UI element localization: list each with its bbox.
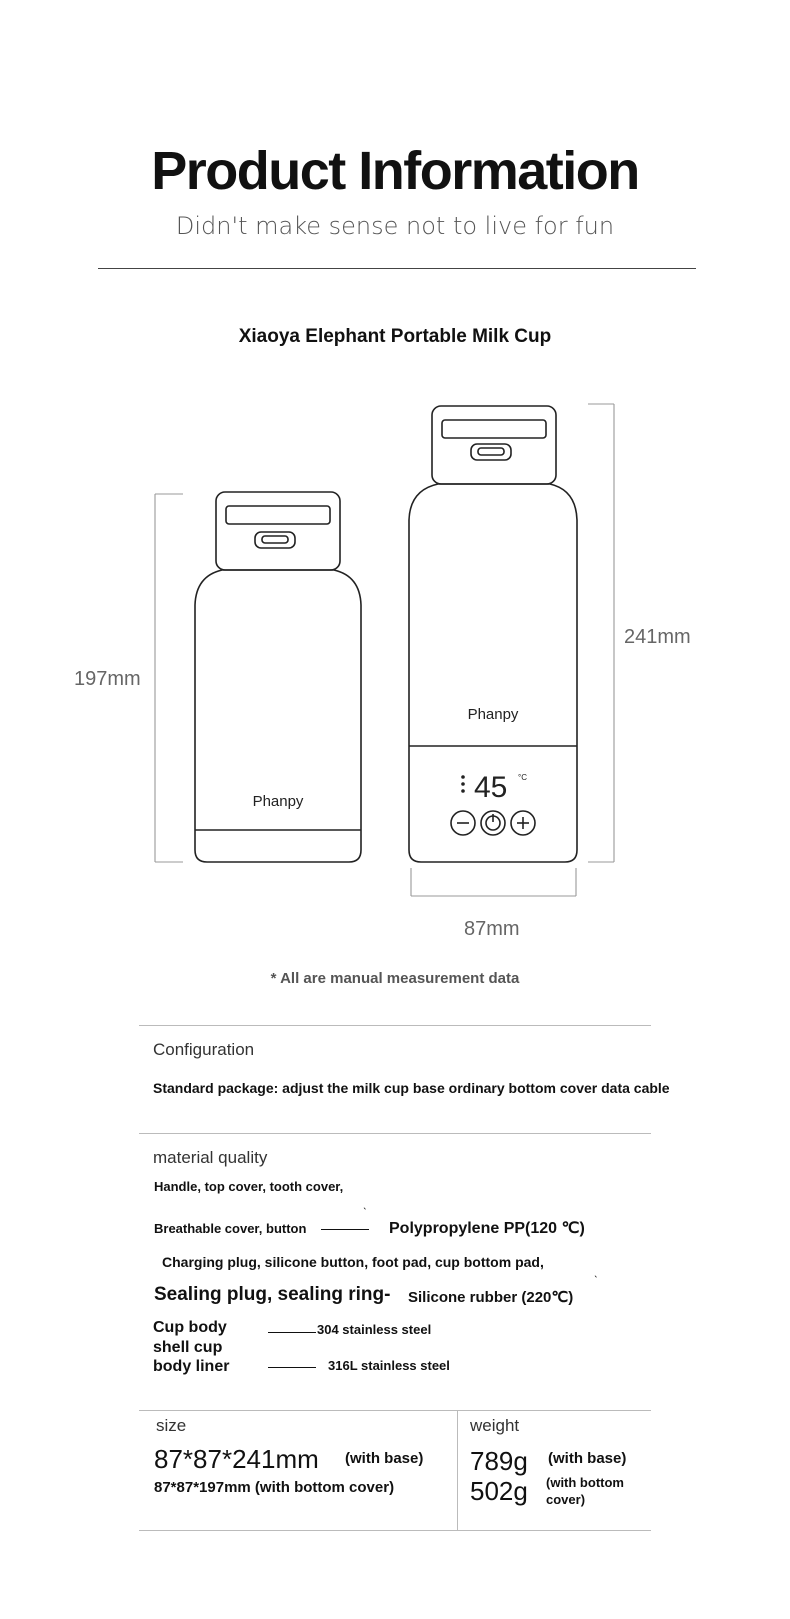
liner-connector-line — [268, 1367, 316, 1368]
specs-vertical-divider — [457, 1410, 458, 1530]
weight-main-note: (with base) — [548, 1450, 627, 1467]
steel-connector-line — [268, 1332, 316, 1333]
liner-part: body liner — [153, 1358, 230, 1375]
steel-parts — [153, 1318, 227, 1358]
header-divider — [98, 268, 696, 269]
dimension-lines — [155, 404, 614, 896]
weight-secondary: 502g — [470, 1476, 528, 1506]
silicone-parts-1: Charging plug, silicone button, foot pad, cup bottom pad, — [162, 1254, 544, 1270]
pp-parts-2: Breathable cover, button — [154, 1221, 307, 1236]
page-subtitle: Didn't make sense not to live for fun — [175, 212, 615, 240]
pp-parts-1: Handle, top cover, tooth cover, — [154, 1179, 344, 1194]
brand-logo-right: Phanpy — [467, 706, 519, 723]
weight-note-line-1: (with bottom — [546, 1475, 624, 1490]
display-digits: 45 — [474, 771, 508, 804]
specs-divider-top — [139, 1410, 651, 1411]
size-label: size — [156, 1416, 187, 1435]
weight-main: 789g — [470, 1446, 528, 1476]
specs-divider-bottom — [139, 1530, 651, 1531]
size-main-note: (with base) — [345, 1450, 424, 1467]
brand-logo-left: Phanpy — [252, 793, 304, 810]
config-label: Configuration — [153, 1040, 255, 1059]
comma-mark: ˎ — [363, 1196, 367, 1210]
short-height-label: 197mm — [74, 668, 141, 690]
material-label: material quality — [153, 1148, 268, 1167]
steel-part-2: shell cup — [153, 1339, 223, 1356]
weight-note-line-2: cover) — [546, 1492, 586, 1507]
steel-part-1: Cup body — [153, 1319, 227, 1336]
tall-height-label: 241mm — [624, 626, 691, 648]
liner-material: 316L stainless steel — [328, 1358, 450, 1373]
display-unit: °C — [518, 773, 527, 782]
size-secondary: 87*87*197mm (with bottom cover) — [154, 1479, 395, 1496]
silicone-parts-2: Sealing plug, sealing ring- — [154, 1284, 391, 1305]
product-illustration — [0, 380, 790, 920]
measurement-note: * All are manual measurement data — [270, 970, 520, 987]
width-label: 87mm — [464, 918, 520, 940]
page-title: Product Information — [151, 141, 639, 201]
weight-label: weight — [470, 1416, 520, 1435]
comma-mark-2: ˎ — [594, 1264, 598, 1278]
config-text: Standard package: adjust the milk cup base ordinary bottom cover data cable — [153, 1080, 670, 1096]
steel-material: 304 stainless steel — [317, 1322, 432, 1337]
silicone-material: Silicone rubber (220℃) — [408, 1289, 574, 1306]
temperature-display — [461, 775, 465, 793]
weight-secondary-note — [546, 1474, 624, 1508]
size-main: 87*87*241mm — [154, 1444, 319, 1474]
product-name: Xiaoya Elephant Portable Milk Cup — [238, 326, 552, 347]
config-divider — [139, 1025, 651, 1026]
material-divider — [139, 1133, 651, 1134]
pp-material: Polypropylene PP(120 ℃) — [389, 1220, 585, 1237]
pp-connector-line — [321, 1229, 369, 1230]
